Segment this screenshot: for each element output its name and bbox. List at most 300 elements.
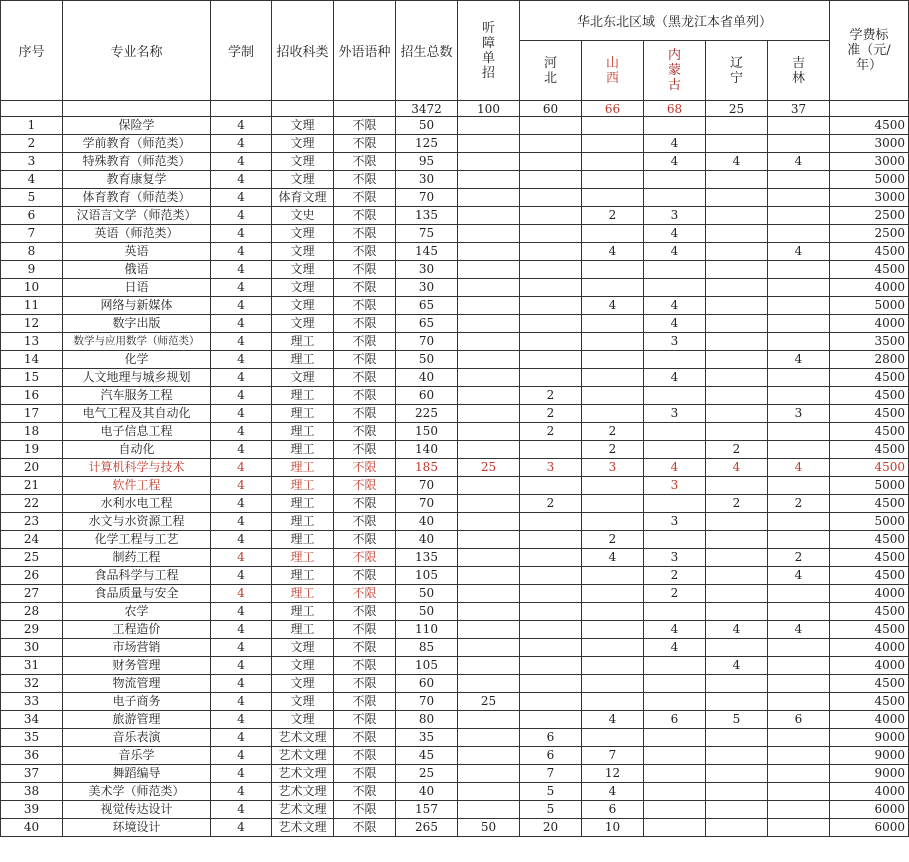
cell-hebei <box>520 693 582 711</box>
cell-hearing <box>458 567 520 585</box>
cell-language: 不限 <box>334 189 396 207</box>
cell-liaoning <box>706 279 768 297</box>
cell-subject: 艺术文理 <box>272 747 334 765</box>
cell-jilin <box>768 657 830 675</box>
cell-total: 70 <box>396 477 458 495</box>
cell-language: 不限 <box>334 567 396 585</box>
cell-seq: 6 <box>1 207 63 225</box>
cell-jilin: 4 <box>768 243 830 261</box>
cell-duration: 4 <box>211 117 272 135</box>
cell-jilin <box>768 171 830 189</box>
cell-jilin <box>768 369 830 387</box>
cell-subject: 理工 <box>272 603 334 621</box>
cell-duration: 4 <box>211 297 272 315</box>
cell-subject: 文理 <box>272 243 334 261</box>
cell-hearing <box>458 783 520 801</box>
cell-hearing: 25 <box>458 693 520 711</box>
cell-duration: 4 <box>211 801 272 819</box>
cell-neimeng <box>644 765 706 783</box>
cell-total: 40 <box>396 531 458 549</box>
cell-hearing <box>458 423 520 441</box>
cell-fee: 5000 <box>830 171 909 189</box>
cell-hearing <box>458 261 520 279</box>
cell-neimeng: 3 <box>644 477 706 495</box>
cell-fee: 4000 <box>830 585 909 603</box>
cell-jilin <box>768 135 830 153</box>
cell-neimeng: 4 <box>644 459 706 477</box>
cell-seq: 29 <box>1 621 63 639</box>
total-all: 3472 <box>396 101 458 117</box>
table-row <box>1 153 909 171</box>
cell-jilin <box>768 603 830 621</box>
cell-liaoning <box>706 117 768 135</box>
cell-hebei <box>520 153 582 171</box>
cell-language: 不限 <box>334 369 396 387</box>
table-row <box>1 477 909 495</box>
cell-major: 环境设计 <box>63 819 211 837</box>
cell-neimeng: 6 <box>644 711 706 729</box>
cell-jilin <box>768 585 830 603</box>
cell-subject: 文史 <box>272 207 334 225</box>
cell-major: 英语 <box>63 243 211 261</box>
cell-hebei <box>520 189 582 207</box>
cell-subject: 文理 <box>272 225 334 243</box>
cell-language: 不限 <box>334 513 396 531</box>
cell-hebei <box>520 171 582 189</box>
cell-neimeng: 4 <box>644 315 706 333</box>
cell-hebei <box>520 603 582 621</box>
header-province-hebei: 河北 <box>520 41 582 101</box>
table-row <box>1 549 909 567</box>
cell-fee: 4500 <box>830 243 909 261</box>
cell-liaoning <box>706 693 768 711</box>
cell-major: 化学工程与工艺 <box>63 531 211 549</box>
cell-liaoning <box>706 513 768 531</box>
cell-major: 计算机科学与技术 <box>63 459 211 477</box>
cell-major: 数学与应用数学（师范类） <box>63 333 211 351</box>
cell-total: 105 <box>396 567 458 585</box>
cell-subject: 艺术文理 <box>272 729 334 747</box>
cell-hearing <box>458 747 520 765</box>
cell-duration: 4 <box>211 657 272 675</box>
cell-hearing <box>458 117 520 135</box>
table-row <box>1 819 909 837</box>
cell-duration: 4 <box>211 189 272 207</box>
cell-neimeng <box>644 693 706 711</box>
cell-hebei <box>520 513 582 531</box>
cell-fee: 4500 <box>830 117 909 135</box>
cell-major: 视觉传达设计 <box>63 801 211 819</box>
cell-liaoning <box>706 225 768 243</box>
cell-major: 农学 <box>63 603 211 621</box>
cell-jilin: 4 <box>768 459 830 477</box>
cell-fee: 4500 <box>830 693 909 711</box>
cell-shanxi <box>582 567 644 585</box>
cell-fee: 4000 <box>830 279 909 297</box>
cell-shanxi <box>582 657 644 675</box>
cell-subject: 体育文理 <box>272 189 334 207</box>
cell-total: 60 <box>396 387 458 405</box>
cell-liaoning <box>706 549 768 567</box>
cell-duration: 4 <box>211 531 272 549</box>
cell-major: 水文与水资源工程 <box>63 513 211 531</box>
cell-total: 30 <box>396 261 458 279</box>
cell-duration: 4 <box>211 315 272 333</box>
cell-hebei <box>520 351 582 369</box>
cell-fee: 4500 <box>830 423 909 441</box>
cell-subject: 理工 <box>272 549 334 567</box>
cell-jilin <box>768 189 830 207</box>
cell-total: 135 <box>396 207 458 225</box>
cell-subject: 艺术文理 <box>272 783 334 801</box>
cell-language: 不限 <box>334 783 396 801</box>
cell-subject: 理工 <box>272 531 334 549</box>
cell-duration: 4 <box>211 747 272 765</box>
cell-shanxi <box>582 477 644 495</box>
cell-language: 不限 <box>334 711 396 729</box>
table-row <box>1 675 909 693</box>
cell-liaoning <box>706 765 768 783</box>
cell-fee: 4500 <box>830 567 909 585</box>
table-row <box>1 441 909 459</box>
cell-shanxi <box>582 261 644 279</box>
cell-neimeng: 2 <box>644 567 706 585</box>
cell-jilin <box>768 279 830 297</box>
cell-liaoning <box>706 387 768 405</box>
cell-duration: 4 <box>211 207 272 225</box>
cell-jilin: 2 <box>768 549 830 567</box>
cell-fee: 4500 <box>830 675 909 693</box>
cell-jilin <box>768 261 830 279</box>
cell-seq: 16 <box>1 387 63 405</box>
cell-shanxi: 3 <box>582 459 644 477</box>
cell-language: 不限 <box>334 441 396 459</box>
cell-seq: 21 <box>1 477 63 495</box>
cell-jilin <box>768 297 830 315</box>
cell-seq: 15 <box>1 369 63 387</box>
cell-major: 工程造价 <box>63 621 211 639</box>
cell-fee: 4500 <box>830 459 909 477</box>
cell-shanxi: 6 <box>582 801 644 819</box>
totals-row <box>1 101 909 117</box>
cell-fee: 4500 <box>830 261 909 279</box>
cell-liaoning <box>706 729 768 747</box>
cell-duration: 4 <box>211 135 272 153</box>
cell-subject: 文理 <box>272 261 334 279</box>
cell-neimeng: 4 <box>644 225 706 243</box>
cell-duration: 4 <box>211 549 272 567</box>
cell-subject: 理工 <box>272 567 334 585</box>
cell-total: 25 <box>396 765 458 783</box>
cell-duration: 4 <box>211 693 272 711</box>
cell-duration: 4 <box>211 243 272 261</box>
cell-shanxi: 2 <box>582 423 644 441</box>
cell-fee: 6000 <box>830 819 909 837</box>
table-row <box>1 567 909 585</box>
cell-neimeng: 4 <box>644 639 706 657</box>
header-province-neimenggu: 内蒙古 <box>644 41 706 101</box>
cell-subject: 文理 <box>272 117 334 135</box>
cell-total: 40 <box>396 369 458 387</box>
table-row <box>1 387 909 405</box>
cell-total: 50 <box>396 351 458 369</box>
cell-subject: 艺术文理 <box>272 801 334 819</box>
cell-duration: 4 <box>211 765 272 783</box>
cell-hebei <box>520 207 582 225</box>
header-province-shanxi: 山西 <box>582 41 644 101</box>
cell-fee: 4000 <box>830 657 909 675</box>
cell-liaoning <box>706 405 768 423</box>
cell-total: 135 <box>396 549 458 567</box>
cell-language: 不限 <box>334 243 396 261</box>
cell-language: 不限 <box>334 171 396 189</box>
cell-liaoning <box>706 567 768 585</box>
cell-total: 225 <box>396 405 458 423</box>
cell-liaoning <box>706 783 768 801</box>
cell-shanxi <box>582 135 644 153</box>
cell-subject: 理工 <box>272 351 334 369</box>
cell-subject: 文理 <box>272 315 334 333</box>
cell-hearing <box>458 477 520 495</box>
table-row <box>1 459 909 477</box>
cell-seq: 18 <box>1 423 63 441</box>
cell-duration: 4 <box>211 441 272 459</box>
cell-hearing <box>458 243 520 261</box>
cell-seq: 35 <box>1 729 63 747</box>
cell-hebei: 2 <box>520 423 582 441</box>
cell-fee: 4000 <box>830 783 909 801</box>
cell-fee: 4500 <box>830 369 909 387</box>
cell-hebei <box>520 369 582 387</box>
cell-total: 70 <box>396 333 458 351</box>
cell-hearing <box>458 189 520 207</box>
cell-subject: 文理 <box>272 711 334 729</box>
cell-hebei <box>520 261 582 279</box>
cell-seq: 10 <box>1 279 63 297</box>
cell-language: 不限 <box>334 135 396 153</box>
total-neimenggu: 68 <box>644 101 706 117</box>
cell-liaoning <box>706 207 768 225</box>
cell-shanxi <box>582 621 644 639</box>
cell-duration: 4 <box>211 405 272 423</box>
cell-language: 不限 <box>334 405 396 423</box>
cell-shanxi <box>582 675 644 693</box>
cell-hearing <box>458 135 520 153</box>
cell-seq: 40 <box>1 819 63 837</box>
header-seq: 序号 <box>1 1 63 101</box>
table-row <box>1 261 909 279</box>
cell-major: 软件工程 <box>63 477 211 495</box>
cell-major: 数字出版 <box>63 315 211 333</box>
cell-duration: 4 <box>211 477 272 495</box>
cell-seq: 22 <box>1 495 63 513</box>
cell-duration: 4 <box>211 495 272 513</box>
cell-subject: 文理 <box>272 693 334 711</box>
cell-duration: 4 <box>211 729 272 747</box>
cell-seq: 13 <box>1 333 63 351</box>
cell-language: 不限 <box>334 477 396 495</box>
cell-subject: 理工 <box>272 513 334 531</box>
cell-shanxi <box>582 279 644 297</box>
cell-hebei <box>520 225 582 243</box>
cell-total: 70 <box>396 189 458 207</box>
cell-shanxi <box>582 315 644 333</box>
cell-fee: 4500 <box>830 405 909 423</box>
cell-total: 110 <box>396 621 458 639</box>
cell-language: 不限 <box>334 801 396 819</box>
cell-total: 150 <box>396 423 458 441</box>
cell-jilin: 2 <box>768 495 830 513</box>
cell-total: 125 <box>396 135 458 153</box>
cell-duration: 4 <box>211 567 272 585</box>
cell-fee: 4500 <box>830 441 909 459</box>
cell-duration: 4 <box>211 351 272 369</box>
table-row <box>1 369 909 387</box>
cell-hearing <box>458 603 520 621</box>
cell-shanxi <box>582 369 644 387</box>
cell-language: 不限 <box>334 531 396 549</box>
cell-duration: 4 <box>211 261 272 279</box>
cell-neimeng <box>644 603 706 621</box>
cell-neimeng <box>644 747 706 765</box>
header-total: 招生总数 <box>396 1 458 101</box>
cell-jilin <box>768 765 830 783</box>
table-row <box>1 765 909 783</box>
cell-major: 汉语言文学（师范类） <box>63 207 211 225</box>
cell-total: 70 <box>396 495 458 513</box>
cell-seq: 27 <box>1 585 63 603</box>
cell-neimeng <box>644 531 706 549</box>
cell-jilin: 4 <box>768 621 830 639</box>
cell-language: 不限 <box>334 261 396 279</box>
cell-subject: 文理 <box>272 639 334 657</box>
table-row <box>1 189 909 207</box>
cell-fee: 2500 <box>830 225 909 243</box>
cell-fee: 4000 <box>830 315 909 333</box>
cell-jilin <box>768 675 830 693</box>
cell-subject: 理工 <box>272 495 334 513</box>
header-major: 专业名称 <box>63 1 211 101</box>
cell-jilin <box>768 225 830 243</box>
cell-total: 40 <box>396 513 458 531</box>
header-hearing: 听障单招 <box>458 1 520 101</box>
cell-hebei <box>520 639 582 657</box>
cell-hebei <box>520 549 582 567</box>
cell-shanxi: 7 <box>582 747 644 765</box>
cell-total: 75 <box>396 225 458 243</box>
cell-language: 不限 <box>334 819 396 837</box>
cell-duration: 4 <box>211 783 272 801</box>
cell-total: 265 <box>396 819 458 837</box>
cell-hearing <box>458 729 520 747</box>
header-language: 外语语种 <box>334 1 396 101</box>
cell-total: 157 <box>396 801 458 819</box>
cell-jilin: 4 <box>768 567 830 585</box>
table-row <box>1 495 909 513</box>
cell-neimeng: 3 <box>644 513 706 531</box>
cell-subject: 文理 <box>272 657 334 675</box>
cell-major: 电气工程及其自动化 <box>63 405 211 423</box>
table-row <box>1 621 909 639</box>
cell-fee: 9000 <box>830 729 909 747</box>
cell-hearing <box>458 153 520 171</box>
cell-liaoning <box>706 423 768 441</box>
cell-duration: 4 <box>211 513 272 531</box>
cell-jilin <box>768 513 830 531</box>
table-row <box>1 711 909 729</box>
cell-neimeng: 4 <box>644 243 706 261</box>
cell-major: 俄语 <box>63 261 211 279</box>
cell-fee: 5000 <box>830 477 909 495</box>
cell-major: 食品质量与安全 <box>63 585 211 603</box>
cell-hearing <box>458 801 520 819</box>
cell-subject: 理工 <box>272 441 334 459</box>
cell-hearing <box>458 531 520 549</box>
cell-subject: 文理 <box>272 297 334 315</box>
cell-total: 30 <box>396 279 458 297</box>
cell-language: 不限 <box>334 333 396 351</box>
cell-total: 60 <box>396 675 458 693</box>
cell-subject: 理工 <box>272 333 334 351</box>
cell-hearing <box>458 207 520 225</box>
cell-fee: 4500 <box>830 387 909 405</box>
cell-seq: 5 <box>1 189 63 207</box>
cell-neimeng: 4 <box>644 135 706 153</box>
cell-fee: 4000 <box>830 711 909 729</box>
cell-shanxi: 4 <box>582 243 644 261</box>
cell-duration: 4 <box>211 819 272 837</box>
cell-major: 教育康复学 <box>63 171 211 189</box>
header-province-liaoning: 辽宁 <box>706 41 768 101</box>
table-row <box>1 423 909 441</box>
cell-major: 旅游管理 <box>63 711 211 729</box>
cell-fee: 3000 <box>830 135 909 153</box>
cell-jilin <box>768 819 830 837</box>
total-liaoning: 25 <box>706 101 768 117</box>
cell-shanxi <box>582 603 644 621</box>
cell-language: 不限 <box>334 225 396 243</box>
cell-total: 65 <box>396 297 458 315</box>
cell-subject: 文理 <box>272 279 334 297</box>
cell-shanxi <box>582 387 644 405</box>
cell-hebei <box>520 297 582 315</box>
cell-fee: 3500 <box>830 333 909 351</box>
cell-hebei <box>520 621 582 639</box>
cell-subject: 文理 <box>272 171 334 189</box>
cell-language: 不限 <box>334 207 396 225</box>
cell-seq: 17 <box>1 405 63 423</box>
cell-jilin <box>768 747 830 765</box>
cell-hearing <box>458 639 520 657</box>
cell-major: 制药工程 <box>63 549 211 567</box>
cell-hearing <box>458 351 520 369</box>
cell-major: 美术学（师范类） <box>63 783 211 801</box>
cell-total: 50 <box>396 585 458 603</box>
cell-major: 食品科学与工程 <box>63 567 211 585</box>
cell-jilin <box>768 207 830 225</box>
cell-jilin <box>768 315 830 333</box>
cell-language: 不限 <box>334 423 396 441</box>
cell-hebei <box>520 675 582 693</box>
cell-shanxi <box>582 153 644 171</box>
cell-total: 35 <box>396 729 458 747</box>
cell-hearing <box>458 441 520 459</box>
cell-seq: 34 <box>1 711 63 729</box>
cell-neimeng: 3 <box>644 333 706 351</box>
table-row <box>1 297 909 315</box>
table-row <box>1 657 909 675</box>
cell-neimeng: 4 <box>644 369 706 387</box>
